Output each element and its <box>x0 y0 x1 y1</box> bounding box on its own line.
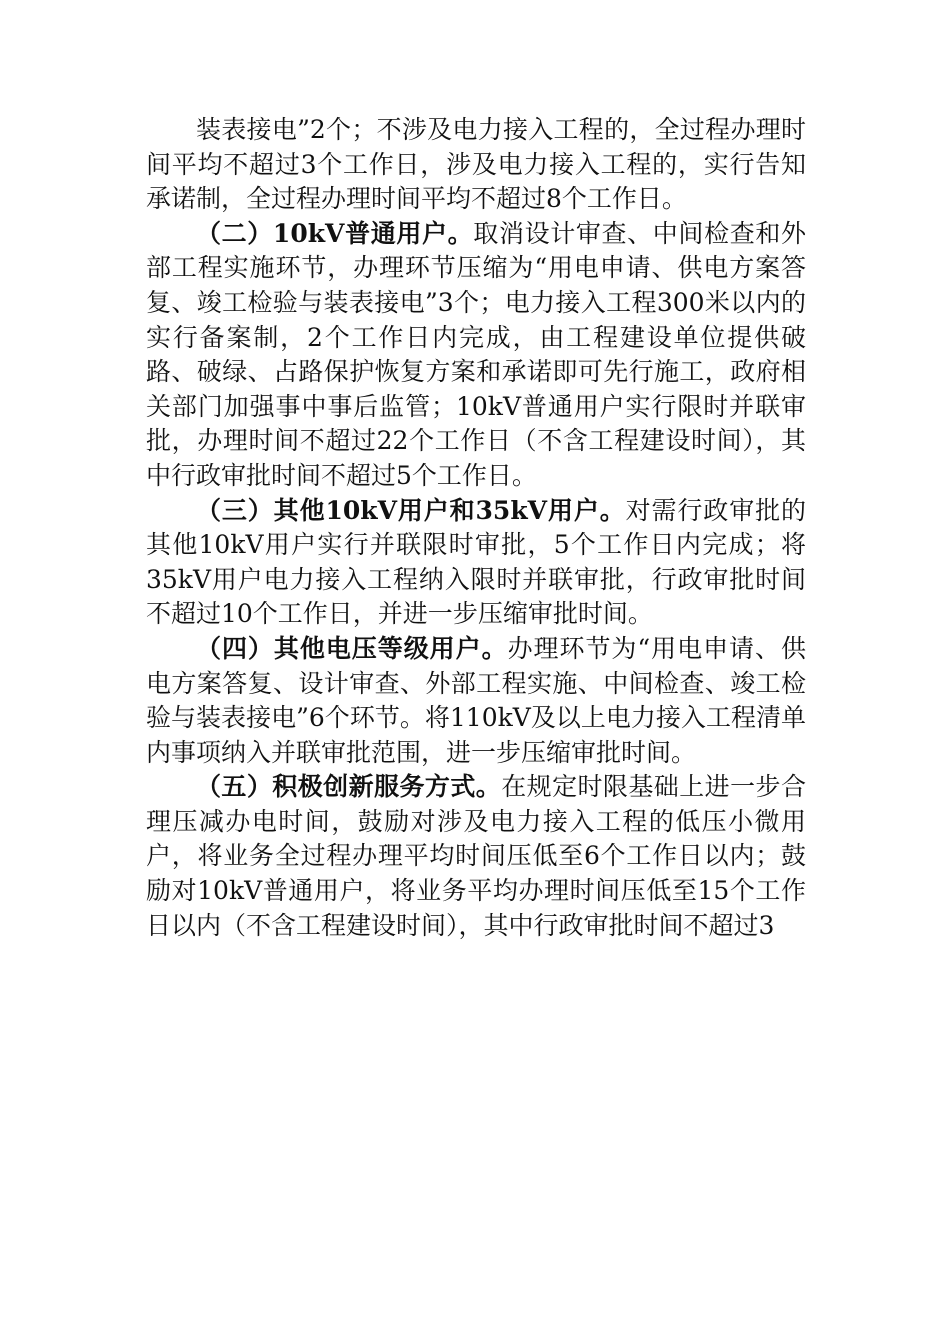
paragraph-heading: （五）积极创新服务方式。 <box>196 772 502 802</box>
paragraph-text: 取消设计审查、中间检查和外部工程实施环节，办理环节压缩为“用电申请、供电方案答复、竣工检验与装表接电”3个；电力接入工程300米以内的实行备案制，2个工作日内完成，由工程建设单位提供破路、破绿、占路保护恢复方案和承诺即可先行施工，政府相关部门加强事中事后监管；10kV普通用户实行限时并联审批，办理时间不超过22个工作日（不含工程建设时间），其中行政审批时间不超过5个工作日。 <box>146 218 806 490</box>
paragraph-10kv-ordinary-users <box>146 217 806 494</box>
paragraph-text: 装表接电”2个；不涉及电力接入工程的，全过程办理时间平均不超过3个工作日，涉及电力接入工程的，实行告知承诺制，全过程办理时间平均不超过8个工作日。 <box>146 115 806 214</box>
paragraph-innovate-service <box>146 770 806 943</box>
paragraph-heading: （三）其他10kV用户和35kV用户。 <box>196 495 626 525</box>
paragraph-text: 对需行政审批的其他10kV用户实行并联限时审批，5个工作日内完成；将35kV用户电力接入工程纳入限时并联审批，行政审批时间不超过10个工作日，并进一步压缩审批时间。 <box>146 495 806 629</box>
paragraph-heading: （二）10kV普通用户。 <box>196 218 474 248</box>
paragraph-other-10kv-35kv-users <box>146 494 806 632</box>
paragraph-other-voltage-users <box>146 632 806 770</box>
paragraph-text: 办理环节为“用电申请、供电方案答复、设计审查、外部工程实施、中间检查、竣工检验与装表接电”6个环节。将110kV及以上电力接入工程清单内事项纳入并联审批范围，进一步压缩审批时间。 <box>146 633 806 767</box>
paragraph-continuation <box>146 113 806 217</box>
document-body <box>146 113 806 943</box>
paragraph-text: 在规定时限基础上进一步合理压减办电时间，鼓励对涉及电力接入工程的低压小微用户，将业务全过程办理平均时间压低至6个工作日以内；鼓励对10kV普通用户，将业务平均办理时间压低至15个工作日以内（不含工程建设时间），其中行政审批时间不超过3 <box>146 772 807 940</box>
paragraph-heading: （四）其他电压等级用户。 <box>196 633 508 663</box>
